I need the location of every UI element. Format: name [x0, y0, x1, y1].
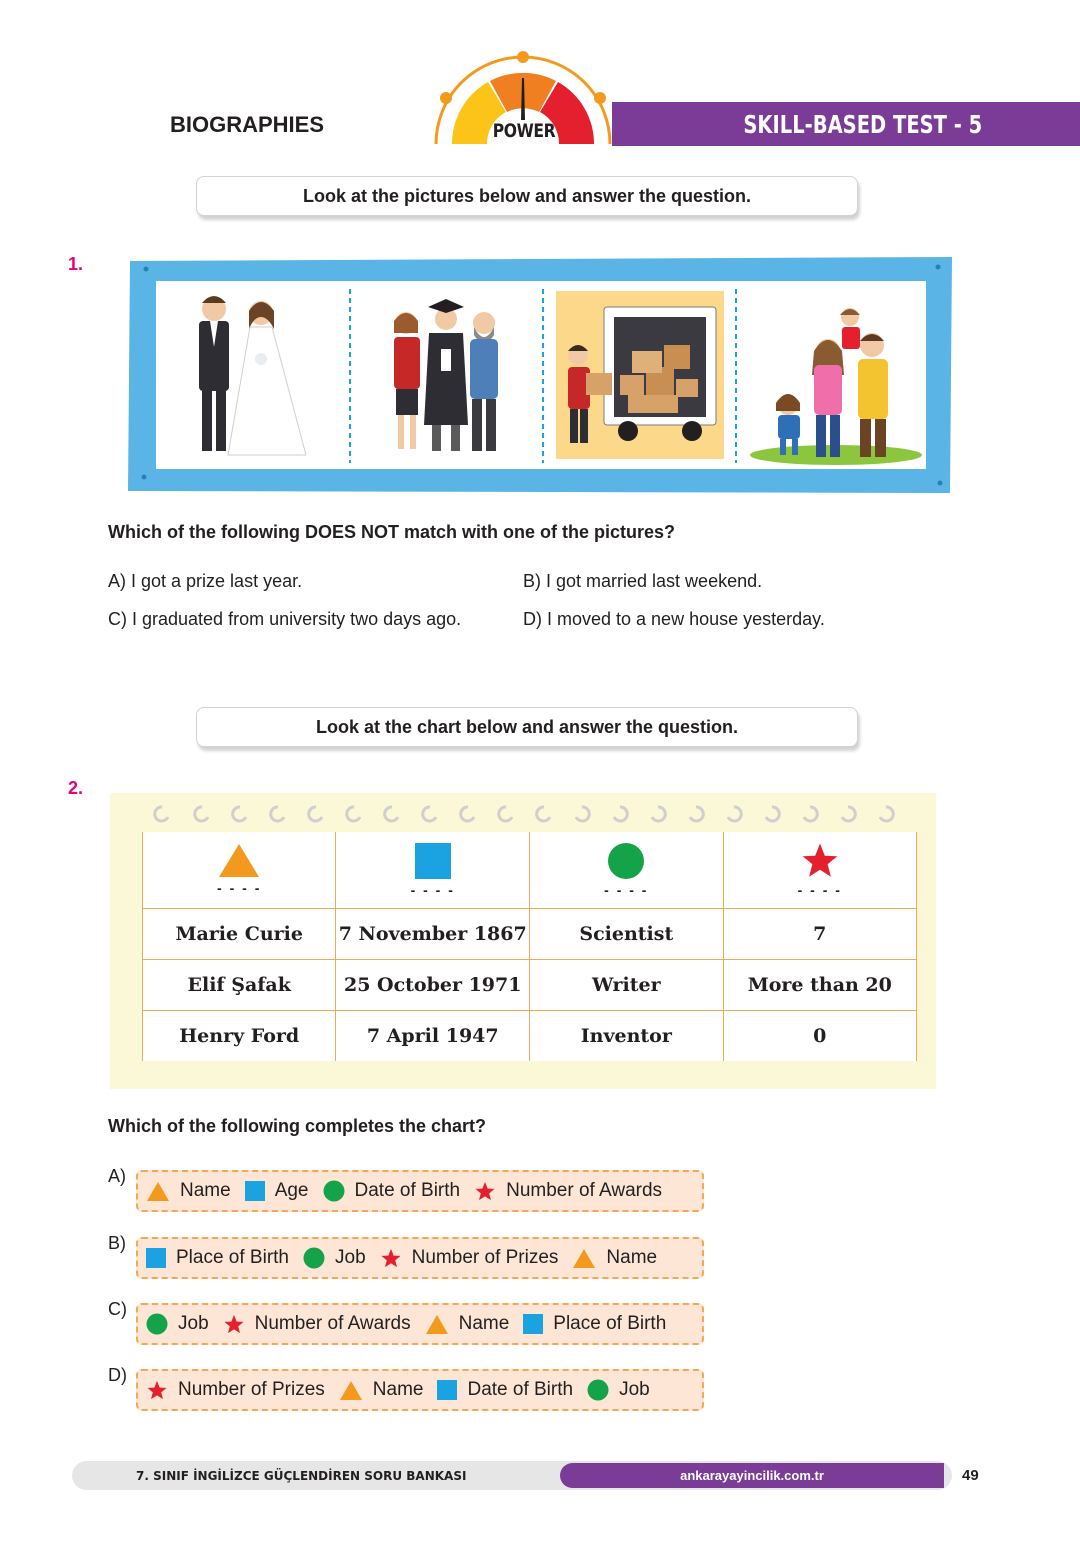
header-cell-square — [336, 832, 530, 909]
answer-item — [437, 1379, 573, 1401]
answer-item — [223, 1313, 411, 1335]
answer-item — [146, 1180, 231, 1202]
answer-item-label: Number of Awards — [254, 1313, 411, 1334]
answer-item-label: Number of Prizes — [178, 1379, 325, 1400]
circle-icon — [607, 842, 645, 880]
website-link[interactable]: ankarayayincilik.com.tr — [560, 1463, 944, 1488]
circle-icon — [146, 1313, 168, 1335]
answer-item-label: Name — [606, 1247, 658, 1268]
answer-item — [339, 1379, 424, 1401]
table-cell: 7 April 1947 — [336, 1011, 530, 1062]
answer-item-label: Job — [619, 1379, 650, 1400]
answer-option-b[interactable] — [136, 1237, 704, 1279]
blank-line: - - - - — [797, 882, 842, 898]
picture-strip — [128, 255, 954, 495]
table-cell: Marie Curie — [143, 909, 336, 960]
page-number: 49 — [962, 1467, 979, 1484]
header-cell-circle — [530, 832, 724, 909]
moving-truck-picture — [556, 291, 724, 459]
answer-item — [380, 1247, 559, 1269]
table-cell: 7 November 1867 — [336, 909, 530, 960]
option-b-1[interactable]: B) I got married last weekend. — [523, 571, 763, 591]
answer-item-label: Name — [458, 1313, 510, 1334]
gauge-label: POWER — [492, 120, 556, 142]
question-number-2: 2. — [68, 778, 84, 798]
circle-icon — [587, 1379, 609, 1401]
answer-item-label: Name — [372, 1379, 424, 1400]
answer-item-label: Date of Birth — [467, 1379, 574, 1400]
table-cell: Inventor — [530, 1011, 724, 1062]
square-icon — [414, 842, 452, 880]
star-icon — [146, 1380, 168, 1401]
answer-item — [587, 1379, 650, 1401]
instruction-box-2: Look at the chart below and answer the question. — [196, 707, 858, 747]
answer-option-d[interactable] — [136, 1369, 704, 1411]
triangle-icon — [572, 1248, 596, 1269]
answer-item-label: Number of Awards — [506, 1180, 663, 1201]
book-title: 7. SINIF İNGİLİZCE GÜÇLENDİREN SORU BANKASI — [136, 1469, 467, 1483]
answer-option-c[interactable] — [136, 1303, 704, 1345]
table-cell: 0 — [723, 1011, 916, 1062]
question-text-2: Which of the following completes the chart? — [108, 1116, 487, 1136]
answer-item — [323, 1180, 461, 1202]
notebook-holes — [110, 797, 936, 827]
answer-item — [146, 1379, 325, 1401]
answer-item — [146, 1313, 209, 1335]
answer-item — [523, 1313, 666, 1335]
answer-letter-a[interactable]: A) — [108, 1166, 126, 1186]
table-cell: 7 — [723, 909, 916, 960]
chart-header-row — [143, 832, 917, 909]
star-icon — [474, 1181, 496, 1202]
answer-item-label: Age — [274, 1180, 309, 1201]
circle-icon — [303, 1247, 325, 1269]
header-cell-star — [723, 832, 916, 909]
square-icon — [146, 1248, 166, 1268]
triangle-icon — [425, 1314, 449, 1335]
answer-item — [425, 1313, 510, 1335]
answer-letter-d[interactable]: D) — [108, 1365, 127, 1385]
answer-item-label: Place of Birth — [176, 1247, 289, 1268]
answer-item-label: Place of Birth — [553, 1313, 667, 1334]
answer-option-a[interactable] — [136, 1170, 704, 1212]
square-icon — [523, 1314, 543, 1334]
section-title: BIOGRAPHIES — [170, 112, 325, 137]
star-icon — [223, 1314, 245, 1335]
blank-line: - - - - — [410, 882, 455, 898]
option-c-1[interactable]: C) I graduated from university two days ago. — [108, 609, 462, 629]
option-d-1[interactable]: D) I moved to a new house yesterday. — [523, 609, 825, 629]
star-icon — [380, 1248, 402, 1269]
header-cell-triangle — [143, 832, 336, 909]
answer-item — [245, 1180, 309, 1202]
blank-line: - - - - — [604, 882, 649, 898]
triangle-icon — [218, 842, 260, 878]
table-cell: Elif Şafak — [143, 960, 336, 1011]
square-icon — [245, 1181, 265, 1201]
table-row — [143, 1011, 917, 1062]
question-number-1: 1. — [68, 254, 84, 274]
answer-item — [474, 1180, 662, 1202]
star-icon — [800, 842, 840, 880]
table-cell: Writer — [530, 960, 724, 1011]
answer-item — [146, 1247, 289, 1269]
table-cell: More than 20 — [723, 960, 916, 1011]
triangle-icon — [146, 1181, 170, 1202]
answer-item — [572, 1247, 657, 1269]
table-row — [143, 909, 917, 960]
answer-item-label: Date of Birth — [354, 1180, 461, 1201]
test-label: SKILL-BASED TEST - 5 — [743, 110, 982, 139]
table-cell: Scientist — [530, 909, 724, 960]
table-cell: Henry Ford — [143, 1011, 336, 1062]
table-row — [143, 960, 917, 1011]
answer-letter-b[interactable]: B) — [108, 1233, 126, 1253]
answer-item-label: Job — [335, 1247, 366, 1268]
answer-item — [303, 1247, 366, 1269]
option-a-1[interactable]: A) I got a prize last year. — [108, 571, 303, 591]
instruction-box-1: Look at the pictures below and answer the question. — [196, 176, 858, 216]
answer-item-label: Name — [180, 1180, 231, 1201]
test-banner — [612, 102, 1080, 146]
biography-chart — [142, 832, 917, 1061]
table-cell: 25 October 1971 — [336, 960, 530, 1011]
answer-item-label: Number of Prizes — [411, 1247, 559, 1268]
square-icon — [437, 1380, 457, 1400]
blank-line: - - - - — [217, 880, 262, 896]
circle-icon — [323, 1180, 345, 1202]
answer-letter-c[interactable]: C) — [108, 1299, 127, 1319]
triangle-icon — [339, 1380, 363, 1401]
question-text-1: Which of the following DOES NOT match with one of the pictures? — [108, 522, 675, 542]
answer-item-label: Job — [178, 1313, 209, 1334]
